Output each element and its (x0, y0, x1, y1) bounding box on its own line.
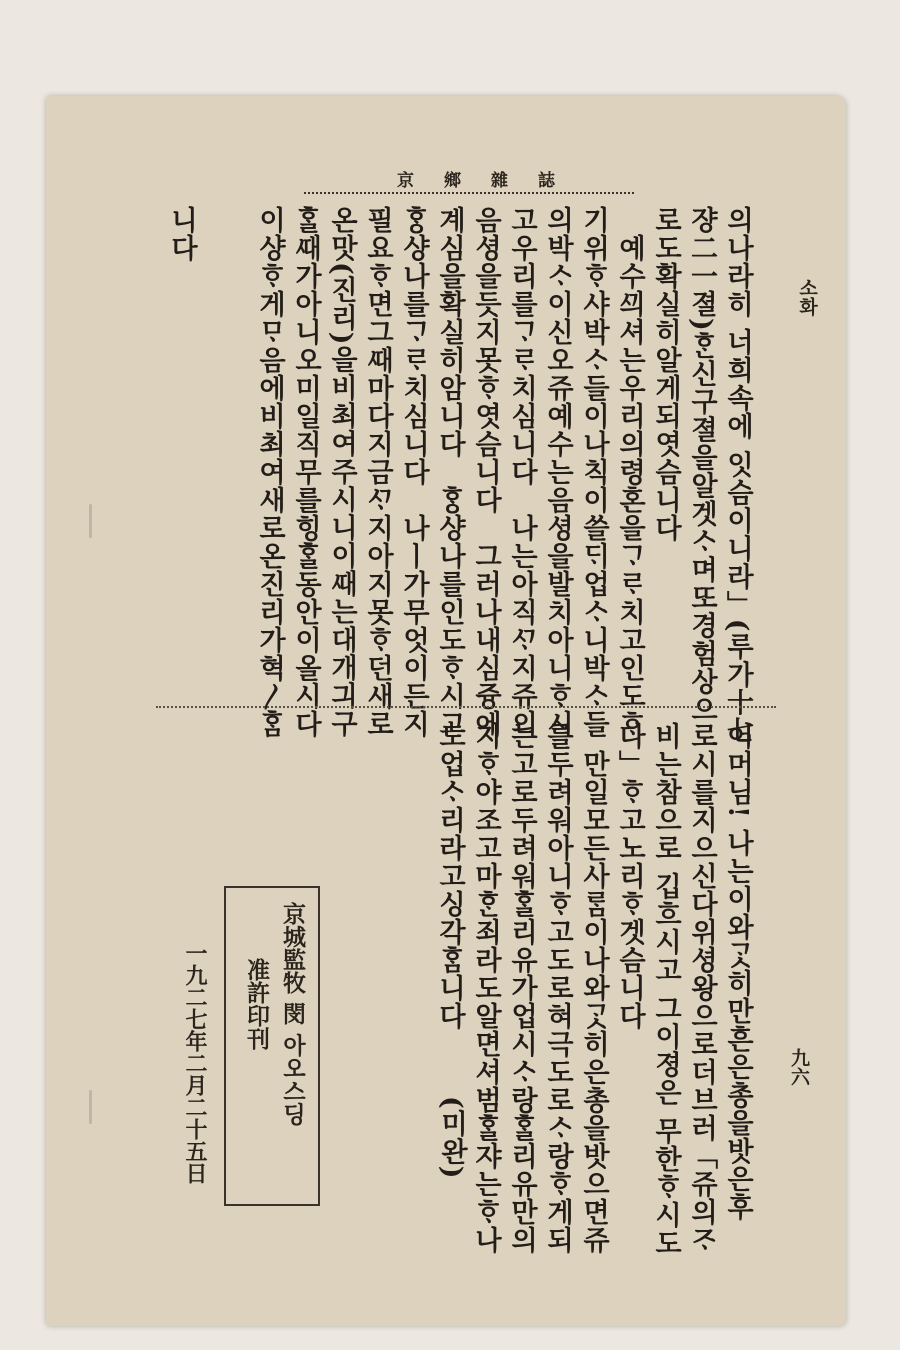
upper-line-14: 이샹ᄒᆞ게ᄆᆞ음에비최여새로온진리가혁〳ᄒᆞᆷ (254, 206, 285, 738)
lower-line-3: 비는참으로 깁흐시고 그이졍은 무한ᄒᆞ시도 (650, 722, 681, 1258)
lower-line-2: 로시를지으신다위셩왕으로더브러「쥬의ᄌᆞ (686, 722, 717, 1254)
lower-line-9: 도업ᄉᆞ리라고싱각ᄒᆞᆷ니다 (434, 722, 465, 1030)
approval-date: 一九二七年二月二十五日 (182, 942, 208, 1184)
upper-line-12: 온맛(진리)을비최여주시니이ᄯᅢ는대개긔구 (326, 206, 357, 738)
upper-line-15: 니다 (166, 206, 197, 262)
upper-line-8: 음셩을듯지못ᄒᆞ엿슴니다 그러나내심즁에 (470, 206, 501, 738)
upper-line-9: 계심을확실히암니다 ᄒᆞᆼ샹나를인도ᄒᆞ시고 (434, 206, 465, 738)
section-divider (156, 706, 776, 708)
lower-line-1: 어머님! 나는이와ᄀᆞᆺ히만흔은총을밧은후 (722, 722, 753, 1222)
upper-line-4: 예수ᄭᅴ셔는우리의령혼을ᄀᆞᄅᆞ치고인도ᄒᆞ (614, 206, 645, 738)
upper-line-7: 고우리를ᄀᆞᄅᆞ치심니다 나는아직ᄭᆞ지쥬의 (506, 206, 537, 738)
approval-stamp-box (224, 886, 320, 1206)
lower-line-7: 는고로두려워ᄒᆞᆯ리유가업시ᄉᆞ랑ᄒᆞᆯ리유만의 (506, 722, 537, 1254)
upper-line-11: 필요ᄒᆞ면그ᄯᅢ마다지금ᄭᆞ지아지못ᄒᆞ던새로 (362, 206, 393, 738)
upper-line-1: 의나라히 너희속에 잇슴이니라」(루가十七 (722, 206, 753, 745)
section-label: 소화 (796, 278, 818, 316)
lower-line-4: 다」ᄒᆞ고노리ᄒᆞ겟슴니다 (614, 722, 645, 1030)
title-divider (304, 192, 634, 194)
upper-line-10: ᄒᆞᆼ샹나를ᄀᆞᄅᆞ치심니다 나ㅣ가무엇이든지 (398, 206, 429, 738)
upper-line-6: 의박ᄉᆞ이신오쥬예수는음셩을발치아니ᄒᆞ시 (542, 206, 573, 738)
page-number: 九六 (788, 1048, 810, 1086)
upper-line-3: 로도확실히알게되엿슴니다 (650, 206, 681, 542)
lower-line-to-be-continued: (미완) (436, 1096, 467, 1180)
upper-line-13: ᄒᆞᆯᄯᅢ가아니오미일직무를힝ᄒᆞᆯ동안이올시다 (290, 206, 321, 738)
upper-line-2: 쟝二一졀)ᄒᆞᆫ신구졀을알겟ᄉᆞ며또경험상으 (686, 206, 717, 724)
lower-line-8: 지ᄒᆞ야조고마ᄒᆞᆫ죄라도알면셔범ᄒᆞᆯ쟈는ᄒᆞ나 (470, 722, 501, 1254)
approval-stamp-line2: 准許印刊 (243, 958, 270, 1050)
binding-staple-bottom (86, 1090, 96, 1124)
approval-stamp-line1: 京城監牧 閔 아오스딩 (279, 902, 306, 1126)
upper-line-5: 기위ᄒᆞ샤박ᄉᆞ들이나칙이쓸ᄃᆡ업ᄉᆞ니박ᄉᆞ들 (578, 206, 609, 738)
lower-line-5: 만일모든사ᄅᆞᆷ이나와ᄀᆞᆺ히은총을밧으면쥬 (578, 722, 609, 1254)
binding-staple-top (86, 504, 96, 538)
running-title: 京鄉雜誌 (397, 171, 585, 191)
lower-line-6: 를두려워아니ᄒᆞ고도로혀극도로ᄉᆞ랑ᄒᆞ게되 (542, 722, 573, 1254)
document-page (46, 96, 846, 1326)
